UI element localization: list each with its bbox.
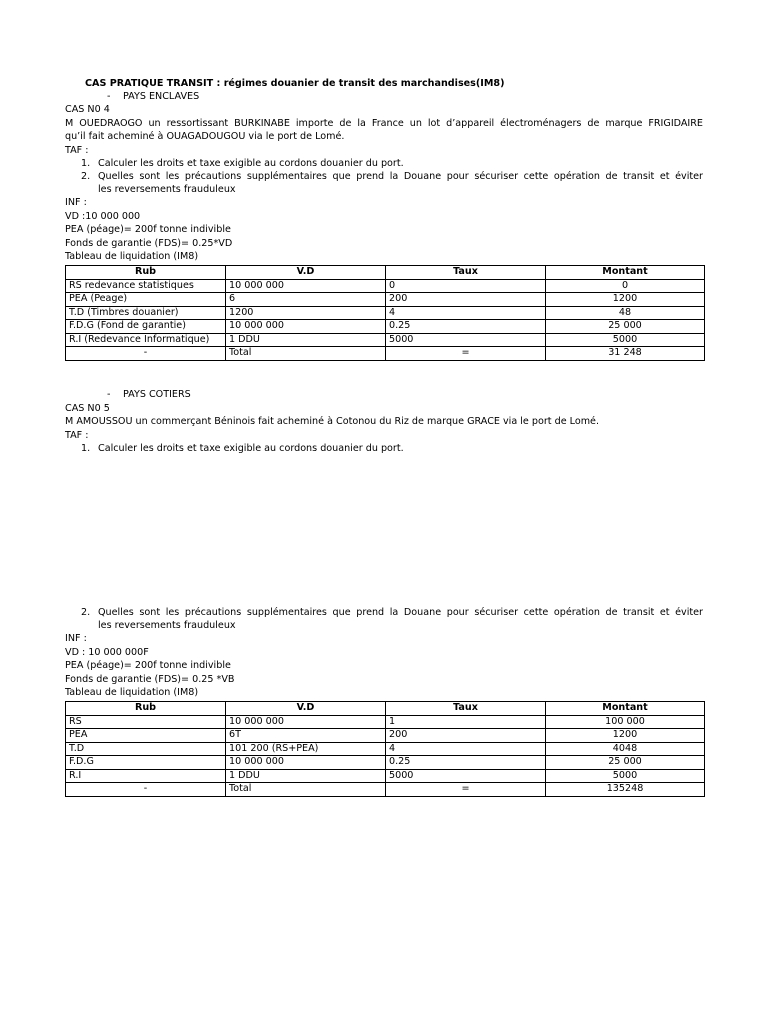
table-row (66, 293, 705, 307)
cell-rub: F.D.G (66, 756, 226, 770)
question-number: 2. (81, 607, 91, 618)
case-statement-line1: M OUEDRAOGO un ressortissant BURKINABE importe de la France un lot d’appareil électroménagers de marque FRIGIDAIRE (65, 118, 703, 129)
table-row (66, 756, 705, 770)
question-number: 1. (81, 443, 91, 454)
table-row (66, 306, 705, 320)
cell-vd: 6T (226, 729, 386, 743)
cell-taux: 4 (386, 742, 546, 756)
question-2-line2: les reversements frauduleux (98, 620, 236, 631)
cell-rub: RS (66, 715, 226, 729)
cell-vd: 1200 (226, 306, 386, 320)
table-row (66, 769, 705, 783)
cell-vd: 10 000 000 (226, 756, 386, 770)
taf-label: TAF : (65, 430, 89, 441)
bullet-marker: - (107, 389, 111, 400)
cell-taux: 0.25 (386, 320, 546, 334)
case-label: CAS N0 5 (65, 403, 110, 414)
question-number: 1. (81, 158, 91, 169)
cell-vd: 10 000 000 (226, 279, 386, 293)
cell-rub: PEA (Peage) (66, 293, 226, 307)
question-1 (81, 158, 404, 170)
table-total-row (66, 347, 705, 361)
question-1 (81, 443, 404, 455)
inf-label: INF : (65, 633, 87, 644)
pea-value: PEA (péage)= 200f tonne indivible (65, 224, 231, 235)
case-label: CAS N0 4 (65, 104, 110, 115)
question-2-line1: Quelles sont les précautions supplémentaires que prend la Douane pour sécuriser cette opération de transit et éviter (98, 607, 703, 618)
section-heading-cotiers (107, 389, 191, 401)
cell-vd: 1 DDU (226, 769, 386, 783)
header-montant: Montant (546, 266, 705, 280)
liquidation-table-2 (65, 701, 705, 797)
question-number: 2. (81, 171, 91, 182)
case-statement: M AMOUSSOU un commerçant Béninois fait acheminé à Cotonou du Riz de marque GRACE via le port de Lomé. (65, 416, 599, 427)
cell-rub: RS redevance statistiques (66, 279, 226, 293)
header-rub: Rub (66, 702, 226, 716)
section-heading-text: PAYS ENCLAVES (123, 91, 200, 102)
question-text: Calculer les droits et taxe exigible au cordons douanier du port. (98, 443, 404, 454)
table-row (66, 715, 705, 729)
table-caption: Tableau de liquidation (IM8) (65, 687, 199, 698)
cell-total-equals: = (386, 783, 546, 797)
cell-montant: 5000 (546, 769, 705, 783)
table-row (66, 333, 705, 347)
cell-total-value: 31 248 (546, 347, 705, 361)
cell-vd: 1 DDU (226, 333, 386, 347)
cell-taux: 0.25 (386, 756, 546, 770)
cell-taux: 200 (386, 729, 546, 743)
question-2-line1: Quelles sont les précautions supplémentaires que prend la Douane pour sécuriser cette opération de transit et éviter (98, 171, 703, 182)
cell-taux: 4 (386, 306, 546, 320)
table-row (66, 742, 705, 756)
cell-total-equals: = (386, 347, 546, 361)
table-row (66, 279, 705, 293)
cell-montant: 100 000 (546, 715, 705, 729)
cell-rub: T.D (Timbres douanier) (66, 306, 226, 320)
table-header-row (66, 702, 705, 716)
vd-value: VD :10 000 000 (65, 211, 141, 222)
cell-taux: 5000 (386, 769, 546, 783)
taf-label: TAF : (65, 145, 89, 156)
fds-value: Fonds de garantie (FDS)= 0.25*VD (65, 238, 233, 249)
cell-total-dash: - (66, 347, 226, 361)
cell-montant: 5000 (546, 333, 705, 347)
cell-taux: 5000 (386, 333, 546, 347)
liquidation-table-1 (65, 265, 705, 361)
header-vd: V.D (226, 266, 386, 280)
table-header-row (66, 266, 705, 280)
cell-total-label: Total (226, 347, 386, 361)
cell-vd: 6 (226, 293, 386, 307)
header-taux: Taux (386, 266, 546, 280)
table-row (66, 320, 705, 334)
cell-vd: 101 200 (RS+PEA) (226, 742, 386, 756)
section-heading-enclaves (107, 91, 199, 103)
question-2-line2: les reversements frauduleux (98, 184, 236, 195)
header-montant: Montant (546, 702, 705, 716)
vd-value: VD : 10 000 000F (65, 647, 149, 658)
table-caption: Tableau de liquidation (IM8) (65, 251, 199, 262)
cell-total-label: Total (226, 783, 386, 797)
table-row (66, 729, 705, 743)
cell-rub: PEA (66, 729, 226, 743)
question-2 (81, 171, 98, 183)
cell-taux: 1 (386, 715, 546, 729)
question-text: Calculer les droits et taxe exigible au cordons douanier du port. (98, 158, 404, 169)
cell-total-value: 135248 (546, 783, 705, 797)
question-2 (81, 607, 98, 619)
cell-montant: 25 000 (546, 320, 705, 334)
cell-vd: 10 000 000 (226, 320, 386, 334)
header-rub: Rub (66, 266, 226, 280)
cell-taux: 200 (386, 293, 546, 307)
pea-value: PEA (péage)= 200f tonne indivible (65, 660, 231, 671)
fds-value: Fonds de garantie (FDS)= 0.25 *VB (65, 674, 235, 685)
cell-montant: 1200 (546, 293, 705, 307)
cell-total-dash: - (66, 783, 226, 797)
cell-montant: 25 000 (546, 756, 705, 770)
cell-rub: F.D.G (Fond de garantie) (66, 320, 226, 334)
cell-rub: R.I (66, 769, 226, 783)
header-vd: V.D (226, 702, 386, 716)
table-total-row (66, 783, 705, 797)
inf-label: INF : (65, 197, 87, 208)
case-statement-line2: qu’il fait acheminé à OUAGADOUGOU via le port de Lomé. (65, 131, 345, 142)
cell-rub: T.D (66, 742, 226, 756)
document-title: CAS PRATIQUE TRANSIT : régimes douanier de transit des marchandises(IM8) (85, 78, 505, 89)
cell-montant: 4048 (546, 742, 705, 756)
cell-taux: 0 (386, 279, 546, 293)
cell-montant: 48 (546, 306, 705, 320)
section-heading-text: PAYS COTIERS (123, 389, 191, 400)
cell-vd: 10 000 000 (226, 715, 386, 729)
cell-rub: R.I (Redevance Informatique) (66, 333, 226, 347)
cell-montant: 0 (546, 279, 705, 293)
cell-montant: 1200 (546, 729, 705, 743)
bullet-marker: - (107, 91, 111, 102)
header-taux: Taux (386, 702, 546, 716)
